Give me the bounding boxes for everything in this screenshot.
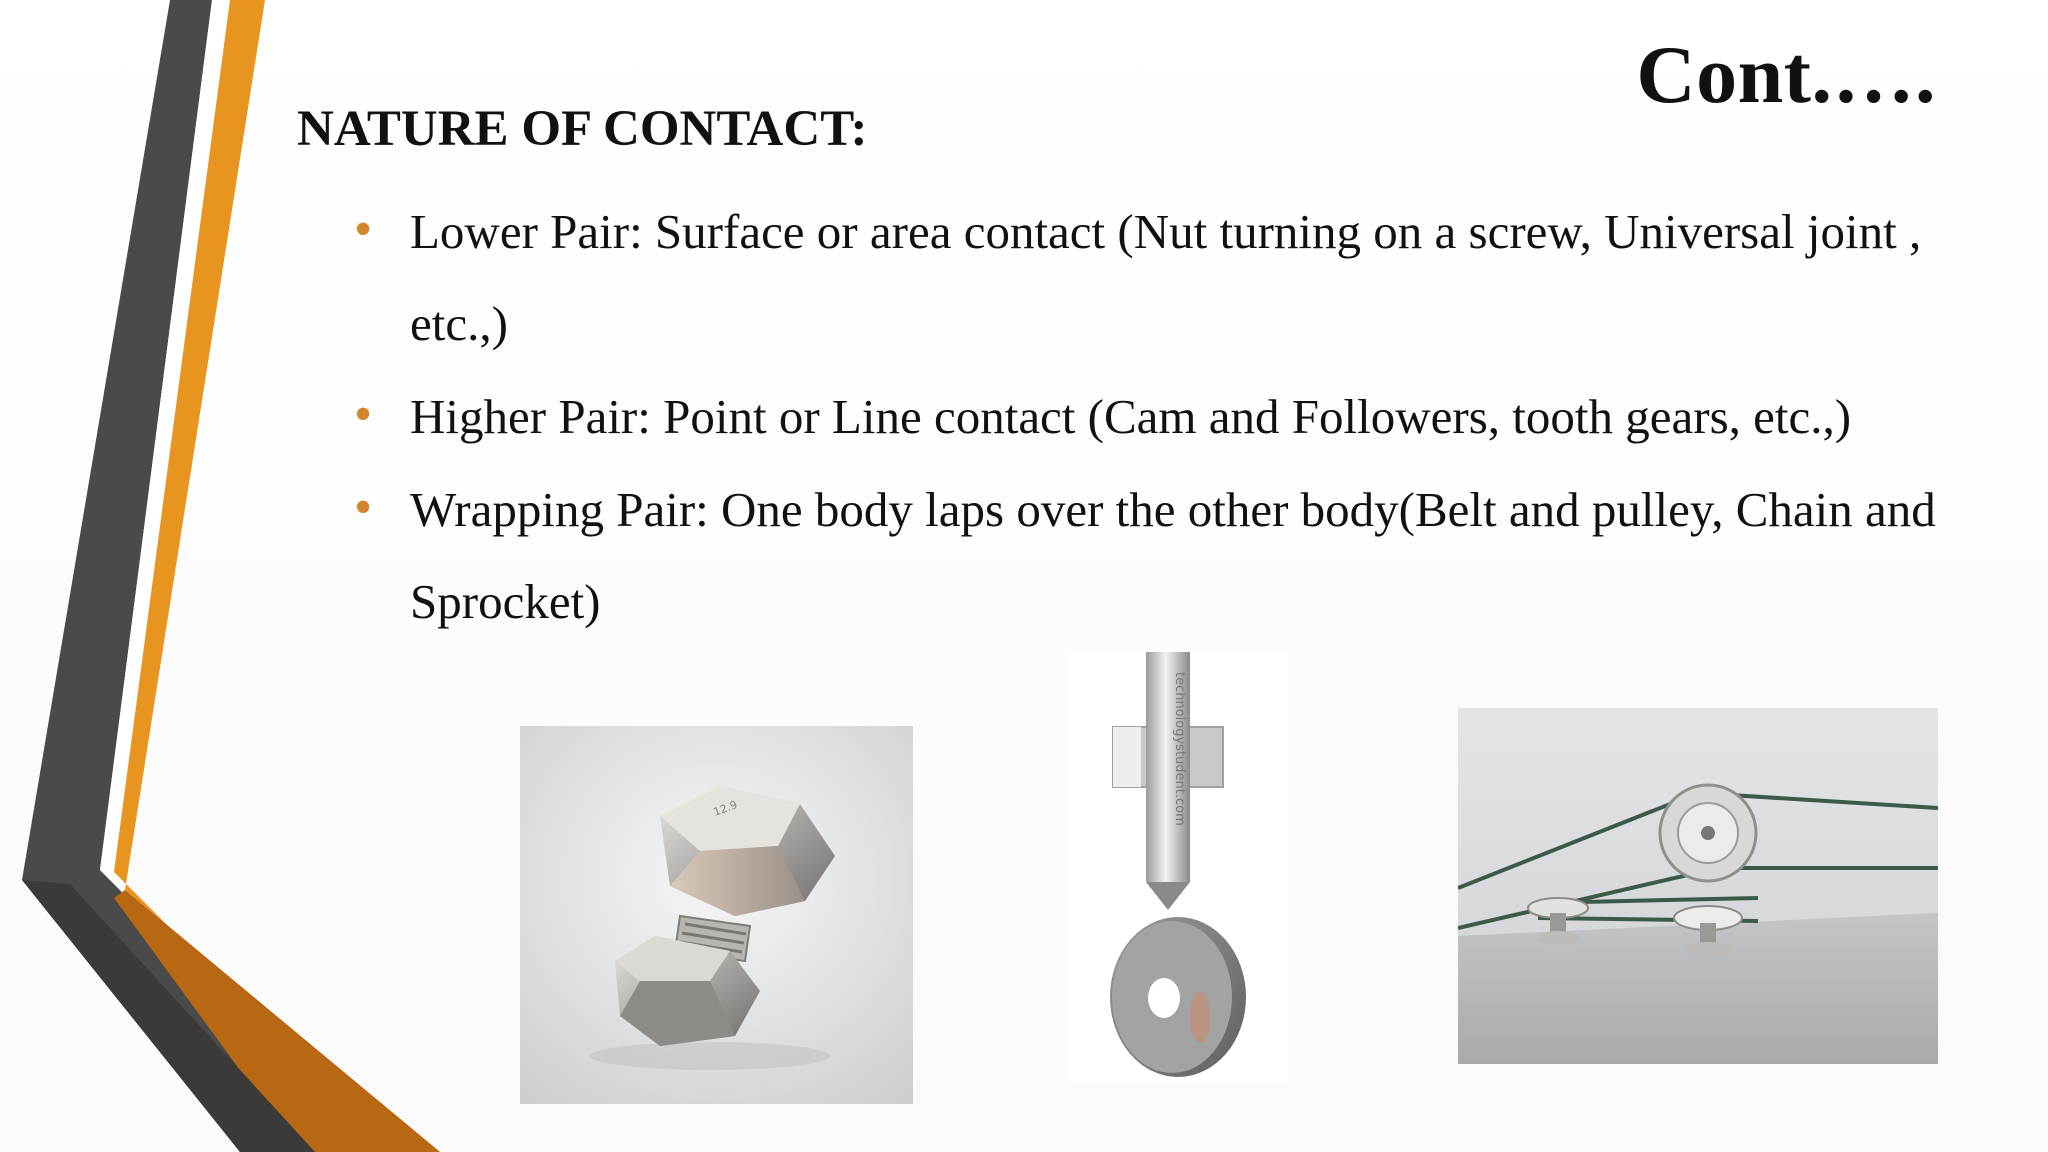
belt-and-pulley-illustration: [1458, 708, 1938, 1064]
bullet-dot-icon: •: [354, 201, 373, 258]
bullet-text: Lower Pair: Surface or area contact (Nut turning on a screw, Universal joint , etc.,): [410, 204, 1922, 351]
bullet-item-wrapping-pair: [354, 464, 1950, 648]
bullet-dot-icon: •: [354, 386, 373, 443]
section-heading: NATURE OF CONTACT:: [297, 101, 868, 157]
nut-and-bolt-illustration: [520, 726, 913, 1104]
bullet-text: Higher Pair: Point or Line contact (Cam and Followers, tooth gears, etc.,): [410, 389, 1852, 444]
bolt-stamp: 12.9: [711, 798, 740, 819]
bullet-list: [354, 186, 1950, 649]
cam-and-follower-illustration: [1068, 652, 1288, 1082]
nut-and-bolt-photo: [520, 726, 913, 1104]
belt-and-pulley-photo: [1458, 708, 1938, 1064]
follower-stamp: technologystudent.com: [1172, 672, 1187, 826]
bullet-text: Wrapping Pair: One body laps over the other body(Belt and pulley, Chain and Sprocket): [410, 482, 1936, 629]
bullet-item-higher-pair: [354, 371, 1950, 463]
slide-title: Cont.….: [1636, 29, 1936, 120]
cam-and-follower-photo: [1068, 652, 1288, 1082]
bullet-dot-icon: •: [354, 479, 373, 536]
bullet-item-lower-pair: [354, 186, 1950, 370]
